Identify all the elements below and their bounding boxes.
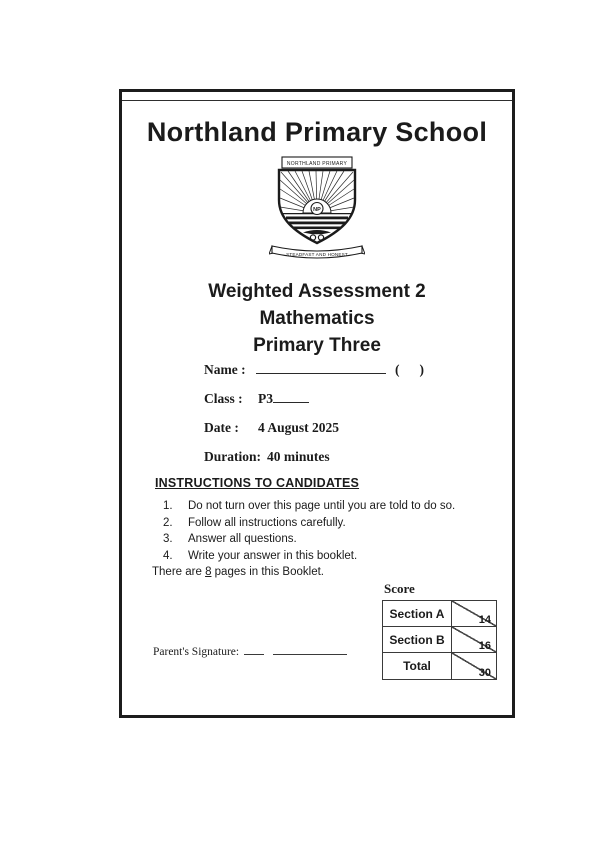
score-marks-value: 14 xyxy=(478,614,491,626)
score-row xyxy=(383,601,496,627)
class-field-row xyxy=(204,391,424,420)
motto-ribbon xyxy=(269,246,365,258)
score-section-label: Section A xyxy=(383,601,452,626)
instructions-heading: INSTRUCTIONS TO CANDIDATES xyxy=(155,476,360,490)
duration-field-row xyxy=(204,449,424,478)
assessment-heading-block xyxy=(122,278,512,359)
score-row xyxy=(383,627,496,653)
score-section-label: Total xyxy=(383,653,452,679)
booklet-note xyxy=(152,566,324,578)
subject-title: Mathematics xyxy=(259,308,375,329)
school-crest-icon xyxy=(269,156,365,268)
score-marks-cell xyxy=(452,653,496,679)
school-title: Northland Primary School xyxy=(146,117,488,147)
name-label: Name : xyxy=(204,362,246,377)
score-marks-cell xyxy=(452,627,496,652)
instructions-list xyxy=(163,498,455,564)
parents-signature-label: Parent's Signature: xyxy=(153,646,240,658)
instruction-text: Follow all instructions carefully. xyxy=(188,516,346,529)
instruction-text: Write your answer in this booklet. xyxy=(188,549,358,562)
parents-signature-row xyxy=(153,646,347,658)
instruction-item xyxy=(163,498,455,515)
crest-stripes xyxy=(286,217,348,230)
score-marks-value: 16 xyxy=(478,640,491,652)
score-row xyxy=(383,653,496,679)
instruction-number: 2. xyxy=(163,516,173,529)
instruction-item xyxy=(163,531,455,548)
score-section-label: Section B xyxy=(383,627,452,652)
instruction-item xyxy=(163,515,455,532)
class-label: Class : xyxy=(204,391,243,406)
assessment-title: Weighted Assessment 2 xyxy=(208,281,426,302)
class-value: P3 xyxy=(258,391,273,406)
name-line xyxy=(256,362,386,374)
score-marks-value: 30 xyxy=(478,667,491,679)
score-table xyxy=(382,600,497,680)
duration-value: 40 minutes xyxy=(267,449,330,464)
instruction-text: Answer all questions. xyxy=(188,533,297,545)
motto-text: STEADFAST AND HONEST xyxy=(286,252,348,257)
index-paren-close: ) xyxy=(419,362,424,377)
booklet-note-suffix: pages in this Booklet. xyxy=(211,566,324,578)
index-paren-open: ( xyxy=(395,362,400,377)
class-line xyxy=(273,391,309,403)
booklet-note-prefix: There are xyxy=(152,566,206,578)
frame-top-inner-line xyxy=(122,100,512,101)
name-field-row xyxy=(204,362,424,391)
signature-line-long xyxy=(273,646,347,655)
instruction-number: 3. xyxy=(163,533,173,545)
crest-svg xyxy=(269,156,365,268)
date-label: Date : xyxy=(204,420,239,435)
exam-frame xyxy=(119,89,515,718)
instruction-number: 1. xyxy=(163,500,173,512)
duration-label: Duration: xyxy=(204,449,261,464)
np-monogram: NP xyxy=(313,206,321,213)
instruction-item xyxy=(163,548,455,565)
level-title: Primary Three xyxy=(253,335,381,356)
signature-line-short xyxy=(244,646,264,655)
date-field-row xyxy=(204,420,424,449)
instruction-text: Do not turn over this page until you are told to do so. xyxy=(188,500,456,512)
score-heading: Score xyxy=(384,581,415,596)
candidate-fields xyxy=(204,362,424,478)
instruction-number: 4. xyxy=(163,549,173,562)
booklet-page-count: 8 xyxy=(205,566,212,578)
score-marks-cell xyxy=(452,601,496,626)
date-value: 4 August 2025 xyxy=(258,420,340,435)
crest-banner-text: NORTHLAND PRIMARY xyxy=(286,160,348,167)
